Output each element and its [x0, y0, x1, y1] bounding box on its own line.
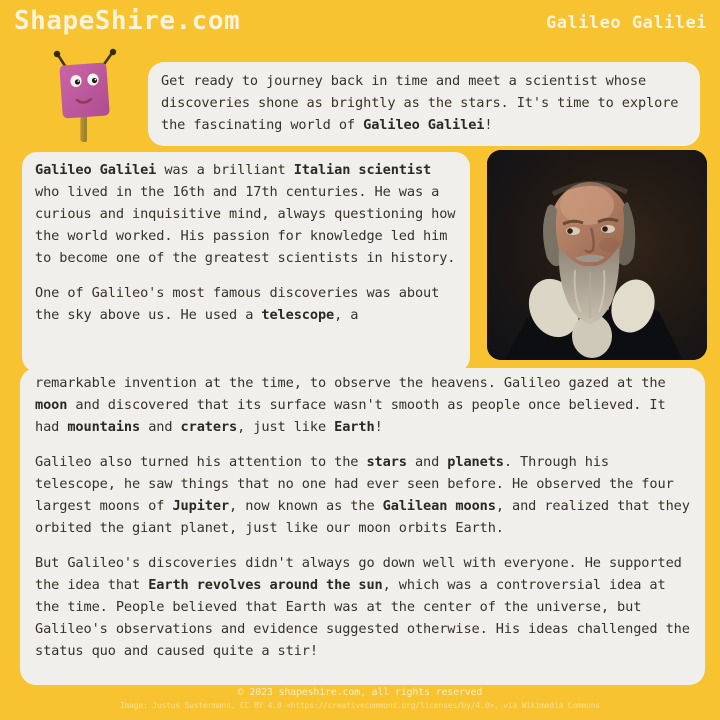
footer-image-credit: Image: Justus Sustermans, CC BY 4.0 <https://creativecommons.org/licenses/by/4.0>, via Wikimedia Commons	[119, 701, 601, 710]
paragraph: One of Galileo's most famous discoveries was about the sky above us. He used a telescope, a	[35, 285, 440, 323]
footer-copyright: © 2023 shapeshire.com, all rights reserved	[237, 687, 483, 698]
galileo-portrait-image	[487, 150, 707, 360]
site-title[interactable]: ShapeShire.com	[14, 6, 241, 36]
paragraph: But Galileo's discoveries didn't always go down well with everyone. He supported the idea that Earth revolves around the sun, which was a controversial idea at the time. People believed that Earth was at the center of the universe, but Galileo's observations and evidence suggested otherwise. His ideas challenged the status quo and caused quite a stir!	[35, 555, 690, 659]
paragraph: remarkable invention at the time, to observe the heavens. Galileo gazed at the moon and discovered that its surface wasn't smooth as people once believed. It had mountains and craters, just like Earth!	[35, 375, 666, 435]
paragraph: Galileo also turned his attention to the stars and planets. Through his telescope, he saw things that no one had ever seen before. He observed the four largest moons of Jupiter, now known as the Galilean moons, and realized that they orbited the giant planet, just like our moon orbits Earth.	[35, 454, 690, 536]
galileo-portrait-illustration	[487, 150, 707, 360]
paragraph: Galileo Galilei was a brilliant Italian scientist who lived in the 16th and 17th centuries. He was a curious and inquisitive mind, always questioning how the world worked. His passion for knowledge led him to become one of the greatest scientists in history.	[35, 162, 456, 266]
article-text-narrow	[35, 159, 461, 326]
mascot-character-icon	[45, 48, 123, 144]
intro-speech-bubble	[148, 62, 700, 146]
intro-text: Get ready to journey back in time and meet a scientist whose discoveries shone as brightly as the stars. It's time to explore the fascinating world of Galileo Galilei!	[161, 73, 679, 133]
page-title: Galileo Galilei	[545, 13, 707, 33]
mascot-body	[59, 62, 110, 118]
article-text-wide	[35, 372, 691, 662]
